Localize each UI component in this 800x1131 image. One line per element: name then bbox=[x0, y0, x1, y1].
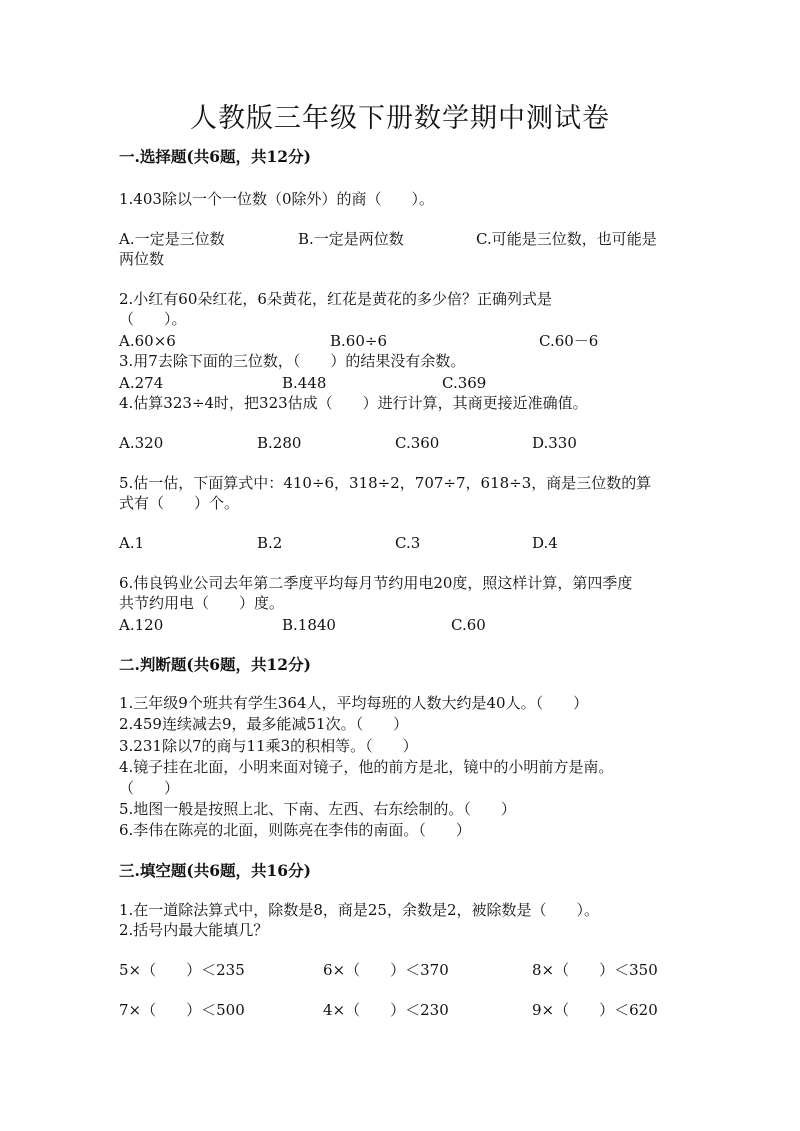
fill-blank-expression: 9×（ ）＜620 bbox=[532, 1001, 658, 1019]
judgment-item: 1.三年级9个班共有学生364人，平均每班的人数大约是40人。（ ） bbox=[119, 694, 589, 712]
option-a: A.320 bbox=[119, 434, 164, 452]
fill-question: 1.在一道除法算式中，除数是8，商是25，余数是2，被除数是（ ）。 bbox=[119, 901, 599, 919]
fill-blank-expression: 4×（ ）＜230 bbox=[323, 1001, 449, 1019]
option-c: C.369 bbox=[442, 374, 487, 392]
question-stem: 6.伟良钨业公司去年第二季度平均每月节约用电20度，照这样计算，第四季度 bbox=[119, 574, 633, 592]
question-stem: 3.用7去除下面的三位数，（ ）的结果没有余数。 bbox=[119, 352, 466, 370]
option-b: B.280 bbox=[257, 434, 302, 452]
option-c: C.360 bbox=[395, 434, 440, 452]
option-d: D.330 bbox=[532, 434, 577, 452]
page-title: 人教版三年级下册数学期中测试卷 bbox=[190, 103, 610, 134]
option-a: A.1 bbox=[119, 534, 145, 552]
question-stem-continued: （ ）。 bbox=[119, 310, 187, 328]
section-heading-fill: 三.填空题(共6题，共16分) bbox=[119, 861, 311, 880]
option-b: B.一定是两位数 bbox=[298, 230, 404, 248]
judgment-item: 3.231除以7的商与11乘3的积相等。（ ） bbox=[119, 737, 418, 755]
question-stem: 4.估算323÷4时，把323估成（ ）进行计算，其商更接近准确值。 bbox=[119, 394, 588, 412]
section-heading-judgment: 二.判断题(共6题，共12分) bbox=[119, 655, 311, 674]
question-stem-continued: 式有（ ）个。 bbox=[119, 494, 240, 512]
option-a: A.一定是三位数 bbox=[119, 230, 225, 248]
option-c-continued: 两位数 bbox=[119, 250, 165, 268]
option-c: C.60－6 bbox=[539, 332, 599, 350]
judgment-item: 4.镜子挂在北面，小明来面对镜子，他的前方是北，镜中的小明前方是南。 bbox=[119, 758, 614, 776]
question-stem-continued: 共节约用电（ ）度。 bbox=[119, 594, 285, 612]
option-c: C.3 bbox=[395, 534, 421, 552]
option-a: A.274 bbox=[119, 374, 164, 392]
judgment-item: 6.李伟在陈亮的北面，则陈亮在李伟的南面。（ ） bbox=[119, 821, 471, 839]
judgment-item: 2.459连续减去9，最多能减51次。（ ） bbox=[119, 715, 409, 733]
fill-blank-expression: 7×（ ）＜500 bbox=[119, 1001, 245, 1019]
option-a: A.60×6 bbox=[119, 332, 176, 350]
fill-blank-expression: 8×（ ）＜350 bbox=[532, 961, 658, 979]
option-b: B.2 bbox=[257, 534, 283, 552]
fill-blank-expression: 6×（ ）＜370 bbox=[323, 961, 449, 979]
option-c: C.可能是三位数，也可能是 bbox=[476, 230, 657, 248]
option-b: B.60÷6 bbox=[330, 332, 387, 350]
question-stem: 2.小红有60朵红花，6朵黄花，红花是黄花的多少倍？正确列式是 bbox=[119, 290, 552, 308]
option-a: A.120 bbox=[119, 616, 164, 634]
question-stem: 5.估一估，下面算式中：410÷6，318÷2，707÷7，618÷3，商是三位数的算 bbox=[119, 474, 652, 492]
option-d: D.4 bbox=[532, 534, 558, 552]
judgment-item-continued: （ ） bbox=[119, 779, 180, 797]
fill-blank-expression: 5×（ ）＜235 bbox=[119, 961, 245, 979]
fill-question: 2.括号内最大能填几？ bbox=[119, 921, 269, 939]
section-heading-choice: 一.选择题(共6题，共12分) bbox=[119, 147, 311, 166]
option-c: C.60 bbox=[451, 616, 486, 634]
question-stem: 1.403除以一个一位数（0除外）的商（ ）。 bbox=[119, 190, 434, 208]
option-b: B.448 bbox=[282, 374, 327, 392]
option-b: B.1840 bbox=[282, 616, 336, 634]
judgment-item: 5.地图一般是按照上北、下南、左西、右东绘制的。（ ） bbox=[119, 800, 516, 818]
